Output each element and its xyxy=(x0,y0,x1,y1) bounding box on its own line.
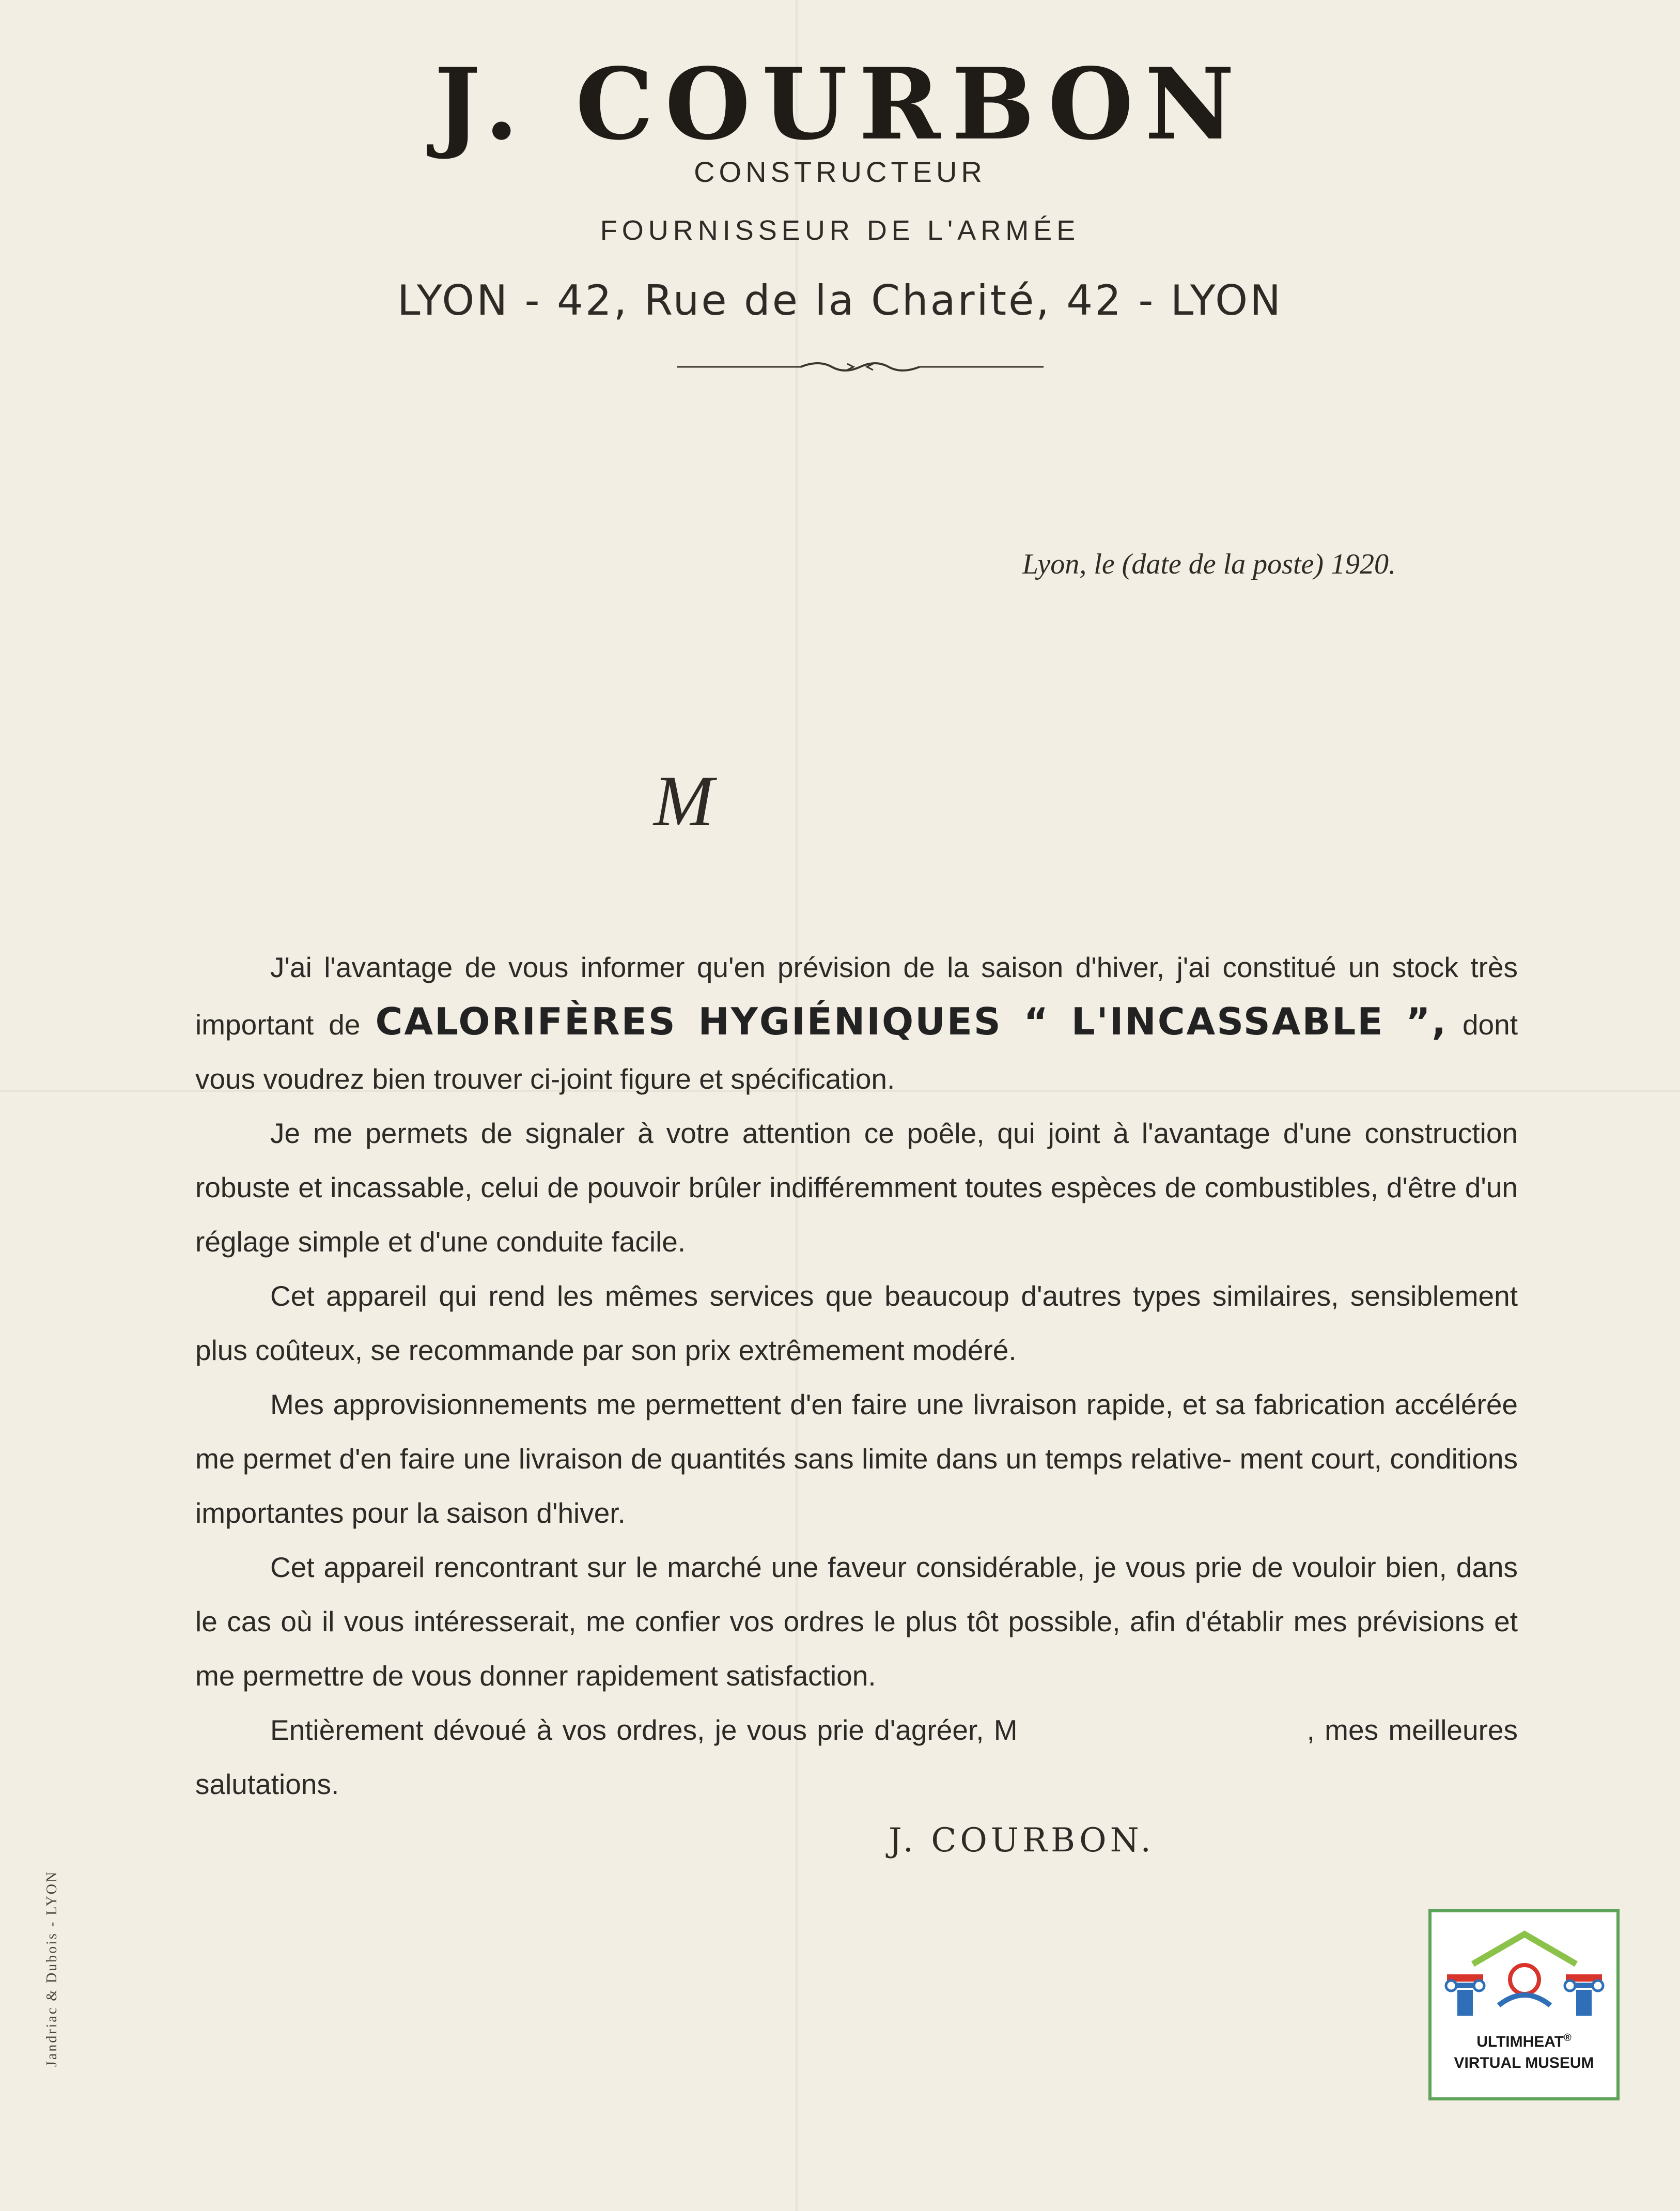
printer-credit: Jandriac & Dubois - LYON xyxy=(44,1870,60,2067)
dateline: Lyon, le (date de la poste) 1920. xyxy=(1022,548,1396,580)
letterhead-address: LYON - 42, Rue de la Charité, 42 - LYON xyxy=(397,276,1283,324)
paragraph-4: Mes approvisionnements me permettent d'en faire une livraison rapide, et sa fabrication accélérée me permet d'en faire une livraison de quantités sans limite dans un temps relative- ment court, conditions importantes pour la saison d'hiver. xyxy=(195,1388,1518,1529)
museum-name-line1: ULTIMHEAT® xyxy=(1476,2032,1572,2050)
signature: J. COURBON. xyxy=(889,1821,1155,1860)
product-name: CALORIFÈRES HYGIÉNIQUES “ L'INCASSABLE ”, xyxy=(375,1000,1448,1043)
paragraph-1-text-end: dont vous voudrez bien trouver ci-joint figure et spécification. xyxy=(195,1009,1518,1095)
paragraph-5: Cet appareil rencontrant sur le marché une faveur considérable, je vous prie de vouloir bien, dans le cas où il vous intéresserait, me confier vos ordres le plus tôt possible, afin d'établir mes prévisions et me permettre de vous donner rapidement satisfaction. xyxy=(195,1551,1518,1692)
ornament-divider xyxy=(677,357,1044,377)
letterhead-title-fournisseur: FOURNISSEUR DE L'ARMÉE xyxy=(600,215,1080,246)
paragraph-1 xyxy=(195,940,1518,1106)
paragraph-1-text: J'ai l'avantage de vous informer qu'en prévision de la saison d'hiver, j'ai constitué un stock très important de xyxy=(195,951,1518,1041)
letterhead-title-constructeur: CONSTRUCTEUR xyxy=(694,156,986,188)
paragraph-6 xyxy=(195,1703,1518,1812)
museum-logo xyxy=(1428,1909,1620,2100)
closing-text: Entièrement dévoué à vos ordres, je vous prie d'agréer, M xyxy=(270,1714,1018,1746)
column-left-icon xyxy=(1446,1974,1484,2016)
registered-mark: ® xyxy=(1564,2032,1572,2044)
letterhead-name: J. COURBON xyxy=(434,47,1246,162)
museum-name-line2: VIRTUAL MUSEUM xyxy=(1454,2054,1594,2071)
salutation: M xyxy=(654,761,714,841)
closing-text-end: , mes meilleures salutations. xyxy=(195,1714,1518,1800)
thermostat-center-icon xyxy=(1499,1965,1550,2005)
column-right-icon xyxy=(1565,1974,1603,2016)
letter-body xyxy=(195,940,1518,1812)
museum-building-icon xyxy=(1442,1928,1607,2026)
paragraph-3: Cet appareil qui rend les mêmes services que beaucoup d'autres types similaires, sensiblement plus coûteux, se recommande par son prix extrêmement modéré. xyxy=(195,1280,1518,1366)
paragraph-2: Je me permets de signaler à votre attention ce poêle, qui joint à l'avantage d'une construction robuste et incassable, celui de pouvoir brûler indifféremment toutes espèces de combustibles, d'être d'un réglage simple et d'une conduite facile. xyxy=(195,1117,1518,1258)
